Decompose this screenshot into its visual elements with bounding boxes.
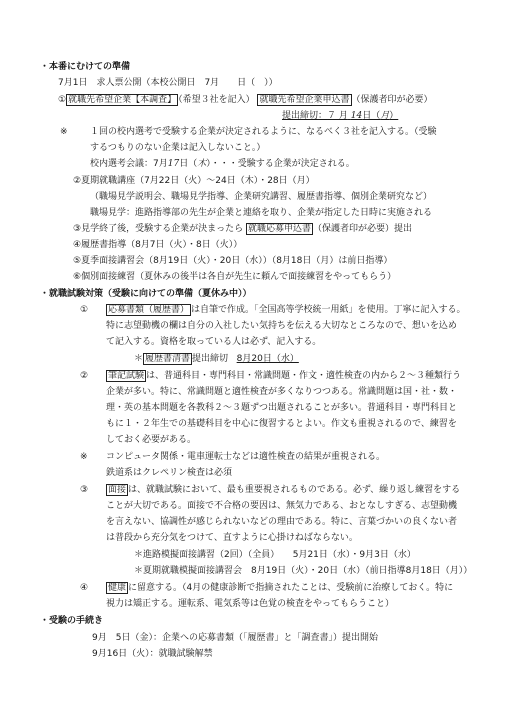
job-posting-line: 7月1日 求人票公開（本校公開日 7月 日（ ）） xyxy=(58,78,278,88)
aptitude-note-2: 鉄道系はクレペリン検査は必須 xyxy=(106,468,233,478)
text: （希望３社を記入） xyxy=(178,95,255,105)
boxed-term: 応募書類（履歴書） xyxy=(108,305,190,315)
handwritten-weekday: 月 xyxy=(380,111,390,121)
handwritten-day: 17 xyxy=(167,159,180,169)
boxed-term: 就職応募申込書 xyxy=(247,224,311,234)
resume-deadline-line: ＊ 履歴書清書 提出締切 8月20日（水） xyxy=(134,354,299,364)
mock-interview-line: ＊進路模擬面接講習（2回）（全員） 5月21日（水）・9月3日（水） xyxy=(134,550,416,560)
section-title-procedure: ・受験の手続き xyxy=(40,616,104,626)
procedure-line: 9月 5日（金）：企業への応募書類（「履歴書」と「調査書」）提出開始 xyxy=(92,633,378,643)
deadline-line xyxy=(282,109,398,124)
note-mark: ※ xyxy=(60,127,68,137)
body-line: 視力は矯正する。運転系、電気系等は色覚の検査をやってもらうこと） xyxy=(106,599,395,609)
note-mark: ※ xyxy=(80,452,88,462)
boxed-term: 筆記試験 xyxy=(108,371,145,381)
handwritten-weekday: 木 xyxy=(197,159,207,169)
item-number: ① xyxy=(80,305,89,315)
item-number: ④ xyxy=(80,583,89,593)
boxed-term: 履歴書清書 xyxy=(145,354,191,364)
resume-line: 応募書類（履歴書） は自筆で作成。「全国高等学校統一用紙」を使用。丁寧に記入する。 xyxy=(108,305,466,315)
text: （保護者印が必要） xyxy=(351,95,433,105)
summer-interview-line: ＊夏期就職模擬面接講習会 8月19日（火）・20日（水）（前日指導8月18日（月）） xyxy=(134,566,473,576)
workplace-visit-line: 職場見学：進路指導部の先生が企業と連絡を取り、企業が指定した日時に実施される xyxy=(90,208,433,218)
procedure-line: 9月16日（火）：就職試験解禁 xyxy=(92,649,213,659)
body-line: は普段から充分気をつけて、直すように心掛けねばならない。 xyxy=(106,533,358,543)
handwritten-day: 14 xyxy=(350,111,363,121)
written-exam-line: 筆記試験 は、普通科目・専門科目・常識問題・作文・適性検査の内から２～３種類行う xyxy=(108,371,462,381)
body-line: ことが大切である。面接で不合格の要因は、無気力である、おとなしすぎる、志望動機 xyxy=(106,501,458,511)
summer-course-detail: （職場見学説明会、職場見学指導、企業研究講習、履歴書指導、個別企業研究など） xyxy=(90,192,433,202)
interview-line: 面接 は、就職試験において、最も重要視されるものである。必ず、繰り返し練習をする xyxy=(108,485,461,495)
boxed-term: 面接 xyxy=(108,485,127,495)
body-line: もに１・２年生での基礎科目を中心に復習するとよい。作文も重視されるので、練習を xyxy=(106,419,457,429)
boxed-term: 就職先希望企業【本調査】 xyxy=(68,95,177,105)
interview-course-line: ⑤夏季面接講習会（8月19日（火）・20日（水））（8月18日（月）は前日指導） xyxy=(73,256,393,266)
boxed-term: 就職先希望企業申込書 xyxy=(259,95,350,105)
item-number: ② xyxy=(80,371,89,381)
individual-practice-line: ⑥個別面接練習（夏休みの後半は各自が先生に頼んで面接練習をやってもらう） xyxy=(73,272,397,282)
item-number: ① xyxy=(58,95,67,105)
body-line: しておく必要がある。 xyxy=(106,435,197,445)
section-title-preparation: ・本番にむけての準備 xyxy=(40,62,131,72)
boxed-term: 健康 xyxy=(108,583,127,593)
deadline-label: 提出締切：７ 月 14日（月） xyxy=(282,111,399,121)
body-line: て記入する。資格を取っている人は必ず、記入する。 xyxy=(106,337,322,347)
summer-course-line: ②夏期就職講座（7月22日（火）～24日（木）・28日（月） xyxy=(73,176,315,186)
selection-meeting-line: 校内選考会議：7月17日（木）・・・受験する企業が決定される。 xyxy=(90,159,355,169)
body-line: を言えない、協調性が感じられないなどの理由である。特に、言葉づかいの良くない者 xyxy=(106,517,458,527)
aptitude-note: コンピュータ関係・電車運転士などは適性検査の結果が重視される。 xyxy=(106,452,386,462)
item-number: ③ xyxy=(80,485,89,495)
resume-guidance-line: ④履歴書指導（8月7日（火）・8日（火）） xyxy=(73,240,243,250)
deadline-date: 8月20日（水） xyxy=(236,354,299,364)
body-line: 理・英の基本問題を各教科２～３題ずつ出題されることが多い。普通科目・専門科目と xyxy=(106,403,458,413)
health-line: 健康 に留意する。（4月の健康診断で指摘されたことは、受験前に治療しておく。特に xyxy=(108,583,454,593)
note-line: するつもりのない企業は記入しないこと。） xyxy=(90,143,266,153)
application-form-line: ③見学終了後，受験する企業が決まったら 就職応募申込書 （保護者印が必要）提出 xyxy=(73,224,412,234)
survey-line xyxy=(58,93,433,108)
section-title-exam-prep: ・就職試験対策（受験に向けての準備（夏休み中）） xyxy=(40,289,252,299)
note-line: １回の校内選考で受験する企業が決定されるように、なるべく３社を記入する。（受験 xyxy=(90,127,437,137)
body-line: 企業が多い。特に、常識問題と適性検査が多くなりつつある。常識問題は国・社・数・ xyxy=(106,387,458,397)
body-line: 特に志望動機の欄は自分の入社したい気持ちを伝える大切なところなので、想いを込め xyxy=(106,321,457,331)
